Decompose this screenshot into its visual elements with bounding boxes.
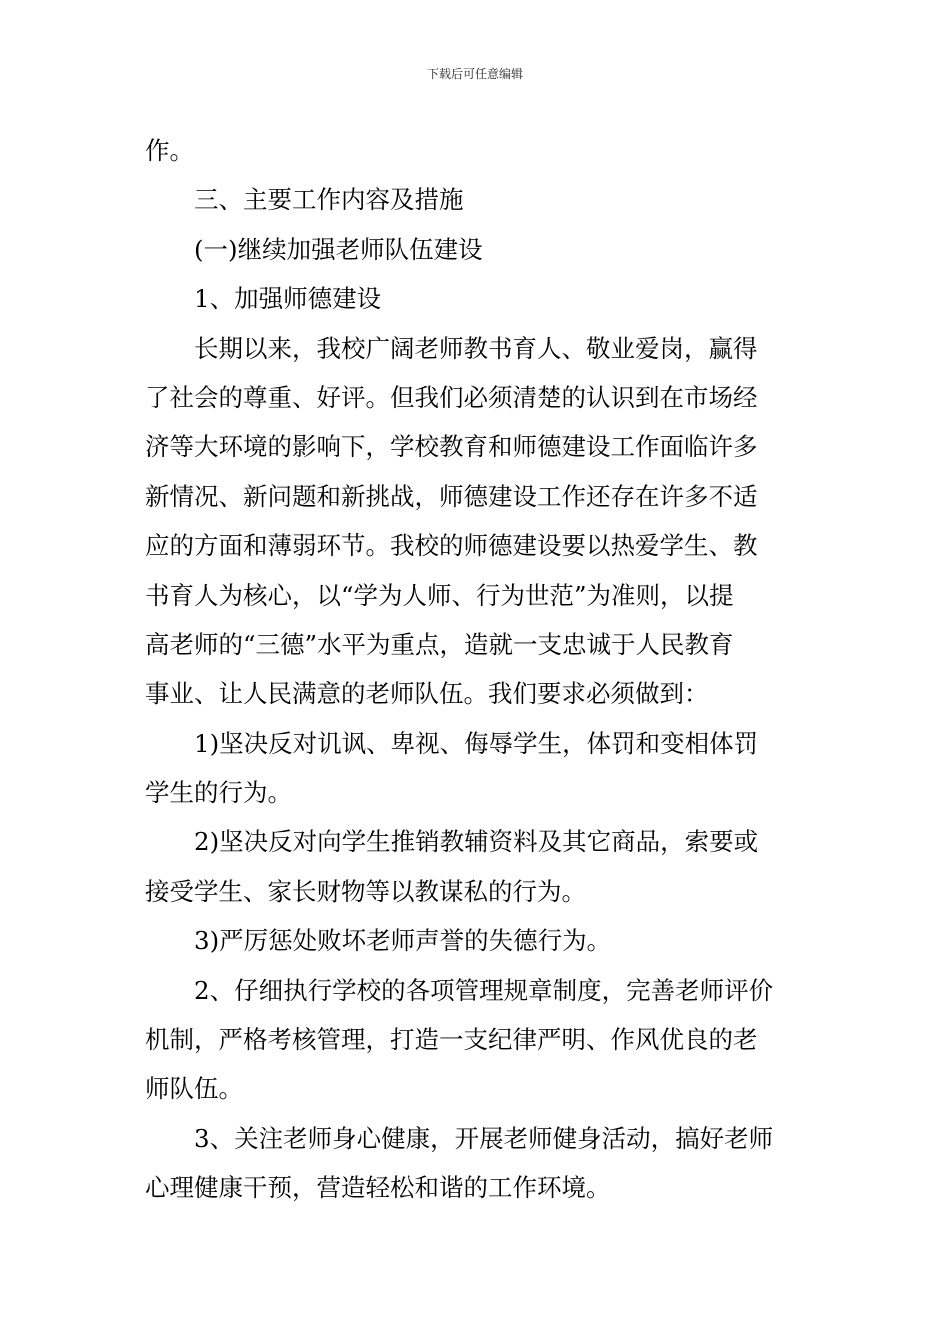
- text-line: 了社会的尊重、好评。但我们必须清楚的认识到在市场经: [145, 382, 758, 412]
- text-line: 1)坚决反对讥讽、卑视、侮辱学生，体罚和变相体罚: [194, 728, 759, 758]
- text-line: 事业、让人民满意的老师队伍。我们要求必须做到：: [145, 679, 709, 709]
- text-line: 机制，严格考核管理，打造一支纪律严明、作风优良的老: [145, 1025, 758, 1055]
- text-line: 1、加强师德建设: [194, 284, 382, 314]
- text-line: 济等大环境的影响下，学校教育和师德建设工作面临许多: [145, 432, 758, 462]
- text-line: 作。: [145, 136, 194, 165]
- text-line: 长期以来，我校广阔老师教书育人、敬业爱岗，赢得: [194, 333, 758, 363]
- text-line: 新情况、新问题和新挑战，师德建设工作还存在许多不适: [145, 481, 758, 511]
- text-line: 书育人为核心，以“学为人师、行为世范”为准则，以提: [145, 580, 734, 610]
- text-line: 2)坚决反对向学生推销教辅资料及其它商品，索要或: [194, 827, 759, 857]
- text-line: 三、主要工作内容及措施: [194, 185, 464, 215]
- text-line: 2、仔细执行学校的各项管理规章制度，完善老师评价: [194, 975, 774, 1005]
- text-line: 3)严厉惩处败坏老师声誉的失德行为。: [194, 926, 612, 956]
- text-line: 高老师的“三德”水平为重点，造就一支忠诚于人民教育: [145, 629, 734, 659]
- text-line: 接受学生、家长财物等以教谋私的行为。: [145, 876, 586, 906]
- text-line: 应的方面和薄弱环节。我校的师德建设要以热爱学生、教: [145, 531, 758, 561]
- text-line: 师队伍。: [145, 1074, 243, 1104]
- text-line: 学生的行为。: [145, 778, 292, 808]
- text-line: 3、关注老师身心健康，开展老师健身活动，搞好老师: [194, 1123, 774, 1153]
- text-line: (一)继续加强老师队伍建设: [194, 234, 483, 264]
- document-body: [145, 126, 809, 1213]
- text-line: 心理健康干预，营造轻松和谐的工作环境。: [145, 1173, 611, 1203]
- header-note: 下载后可任意编辑: [426, 67, 523, 81]
